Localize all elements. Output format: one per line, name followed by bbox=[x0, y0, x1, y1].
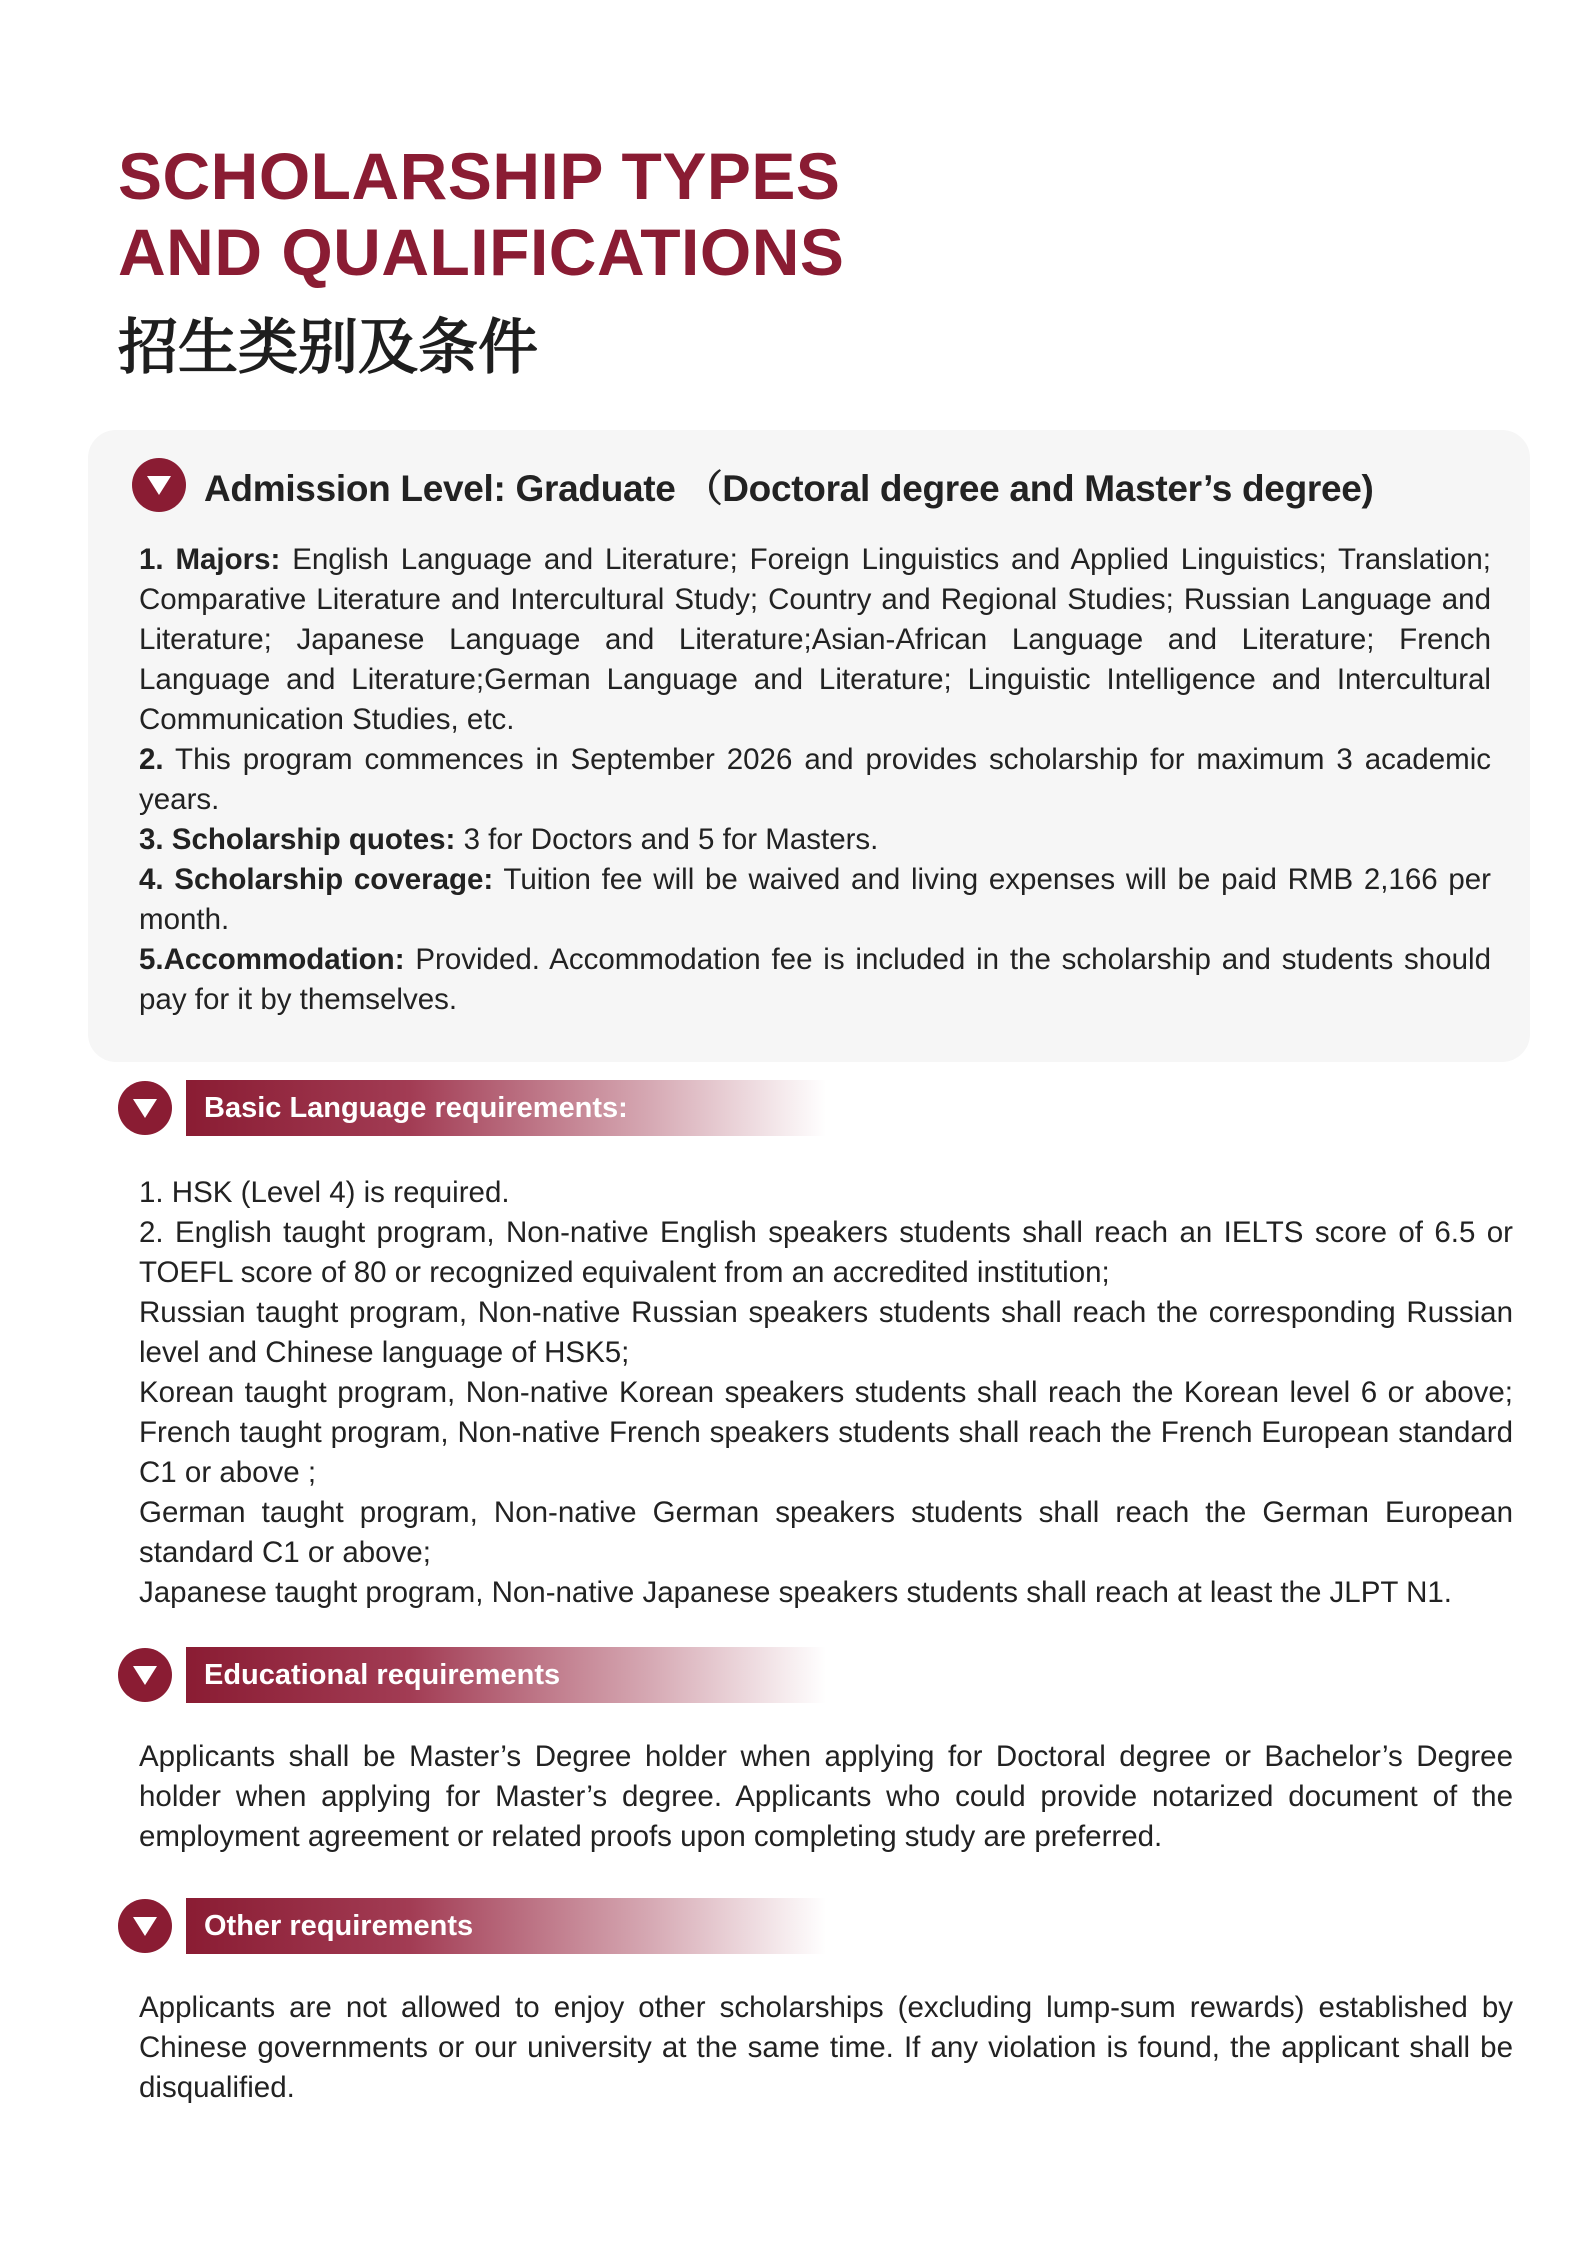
admission-title: Admission Level: Graduate （Doctoral degree and Master’s degree) bbox=[204, 468, 1374, 509]
education-section-header bbox=[118, 1647, 826, 1703]
other-paragraph: Applicants are not allowed to enjoy other scholarships (excluding lump-sum rewards) established by Chinese governments or our university at the same time. If any violation is found, the applicant shall be disqualified. bbox=[139, 1991, 1513, 2104]
item-label: 2. bbox=[139, 743, 164, 776]
other-section-header bbox=[118, 1898, 826, 1954]
admission-item-coverage bbox=[139, 860, 1491, 940]
admission-item-majors bbox=[139, 540, 1491, 740]
admission-header bbox=[132, 458, 1374, 512]
language-section-header bbox=[118, 1080, 826, 1136]
page-title-line-2: AND QUALIFICATIONS bbox=[118, 215, 845, 289]
education-title: Educational requirements bbox=[204, 1658, 561, 1691]
page-title bbox=[118, 138, 844, 290]
other-title-bar bbox=[186, 1898, 826, 1954]
triangle-down-icon bbox=[132, 458, 186, 512]
language-title-bar bbox=[186, 1080, 826, 1136]
language-paragraph: 2. English taught program, Non-native English speakers students shall reach an IELTS score of 6.5 or TOEFL score of 80 or recognized equivalent from an accredited institution; bbox=[139, 1216, 1513, 1289]
other-requirements bbox=[139, 1988, 1513, 2108]
language-paragraph: Korean taught program, Non-native Korean speakers students shall reach the Korean level 6 or above; French taught program, Non-native French speakers students shall reach the French European standard C1 or above ; bbox=[139, 1376, 1513, 1489]
other-title: Other requirements bbox=[204, 1909, 474, 1942]
item-label: 1. Majors: bbox=[139, 543, 281, 576]
item-text: 3 for Doctors and 5 for Masters. bbox=[455, 823, 879, 856]
language-title: Basic Language requirements: bbox=[204, 1091, 628, 1124]
admission-panel bbox=[88, 430, 1530, 1062]
item-label: 4. Scholarship coverage: bbox=[139, 863, 494, 896]
language-paragraph: Japanese taught program, Non-native Japanese speakers students shall reach at least the JLPT N1. bbox=[139, 1576, 1452, 1609]
item-text: This program commences in September 2026 and provides scholarship for maximum 3 academic years. bbox=[139, 743, 1491, 816]
item-label: 3. Scholarship quotes: bbox=[139, 823, 456, 856]
item-text: Provided. Accommodation fee is included in the scholarship and students should pay for it by themselves. bbox=[139, 943, 1491, 1016]
triangle-down-icon bbox=[118, 1081, 172, 1135]
education-title-bar bbox=[186, 1647, 826, 1703]
language-paragraph: 1. HSK (Level 4) is required. bbox=[139, 1176, 510, 1209]
language-paragraph: Russian taught program, Non-native Russian speakers students shall reach the corresponding Russian level and Chinese language of HSK5; bbox=[139, 1296, 1513, 1369]
triangle-down-icon bbox=[118, 1899, 172, 1953]
language-requirements bbox=[139, 1173, 1513, 1613]
admission-details bbox=[139, 540, 1491, 1020]
page-title-line-1: SCHOLARSHIP TYPES bbox=[118, 139, 841, 213]
education-paragraph: Applicants shall be Master’s Degree holder when applying for Doctoral degree or Bachelor’s Degree holder when applying for Master’s degree. Applicants who could provide notarized document of the employment agreement or related proofs upon completing study are preferred. bbox=[139, 1740, 1513, 1853]
page-title-chinese: 招生类别及条件 bbox=[118, 313, 538, 383]
item-label: 5.Accommodation: bbox=[139, 943, 405, 976]
item-text: English Language and Literature; Foreign Linguistics and Applied Linguistics; Translation; Comparative Literature and Intercultural Study; Country and Regional Studies; Russian Language and Literature; Japanese Language and Literature;Asian-African Language and Literature; French Language and Literature;German Language and Literature; Linguistic Intelligence and Intercultural Communication Studies, etc. bbox=[139, 543, 1491, 736]
education-requirements bbox=[139, 1737, 1513, 1857]
admission-item-program bbox=[139, 740, 1491, 820]
triangle-down-icon bbox=[118, 1648, 172, 1702]
item-text: Tuition fee will be waived and living expenses will be paid RMB 2,166 per month. bbox=[139, 863, 1491, 936]
admission-item-quotes bbox=[139, 820, 1491, 860]
admission-item-accommodation bbox=[139, 940, 1491, 1020]
language-paragraph: German taught program, Non-native German speakers students shall reach the German European standard C1 or above; bbox=[139, 1496, 1513, 1569]
